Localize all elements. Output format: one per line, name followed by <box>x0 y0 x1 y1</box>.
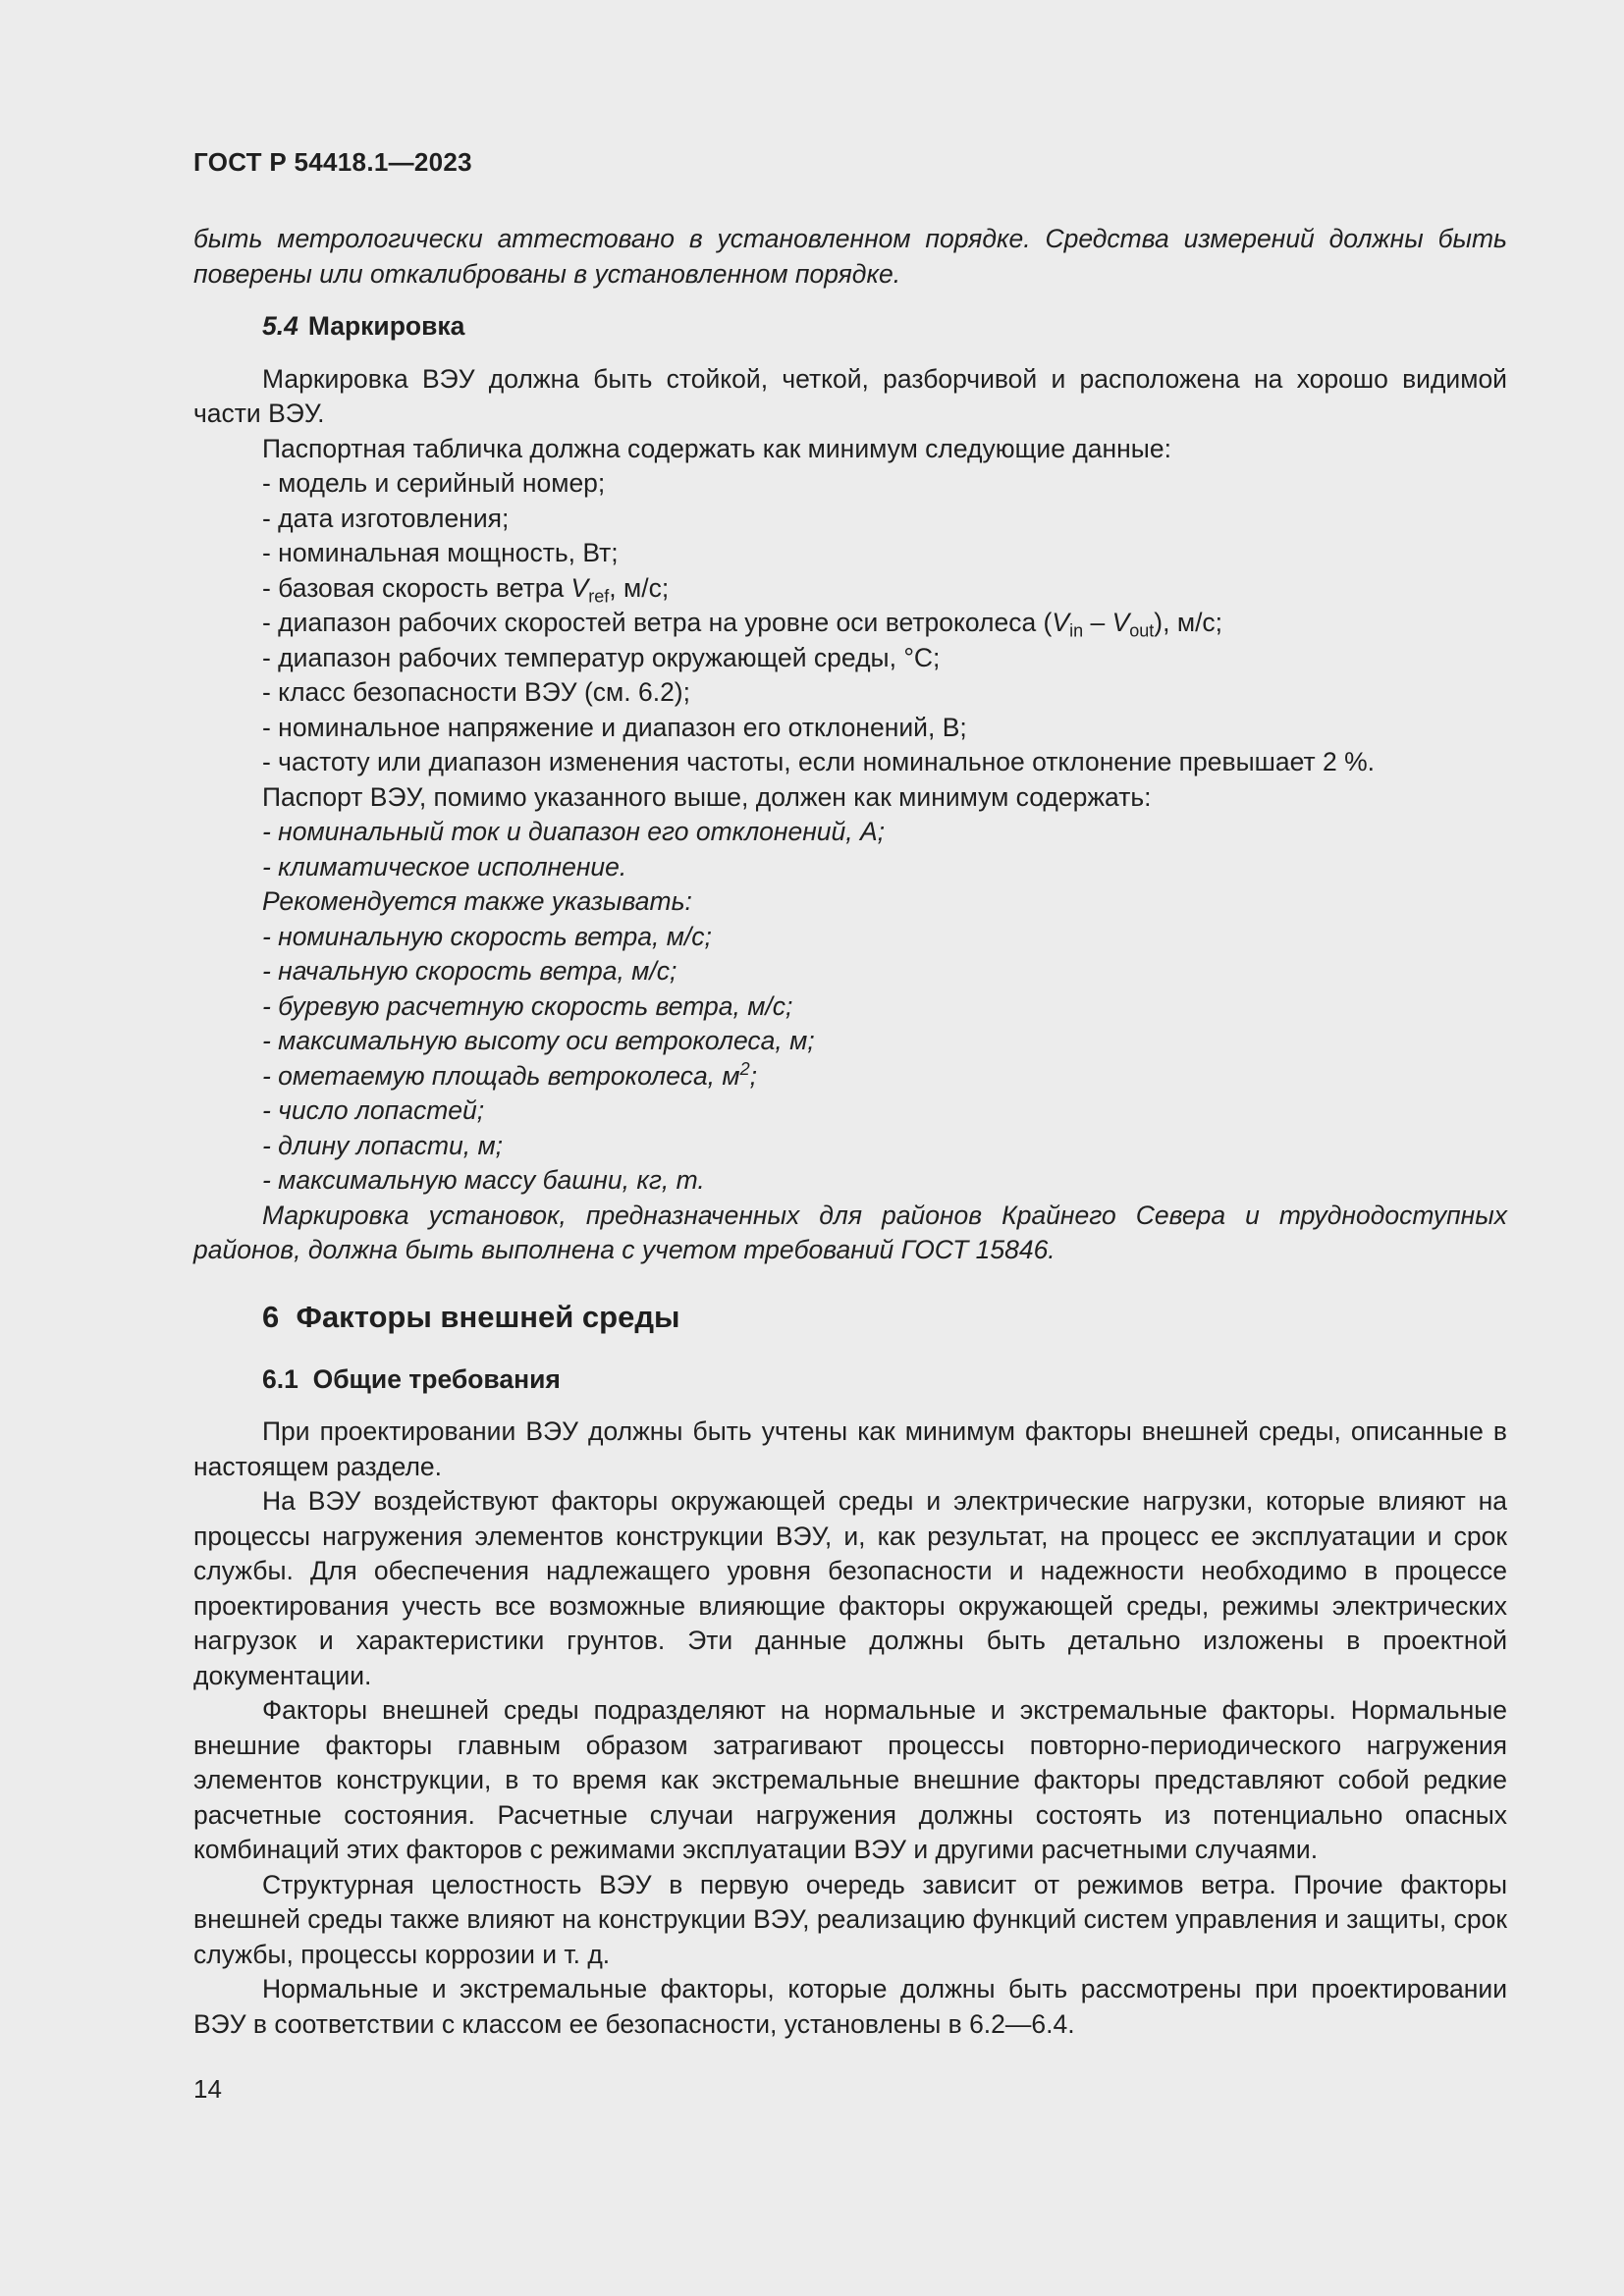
list-item: - номинальная мощность, Вт; <box>262 538 619 567</box>
list-item: - буревую расчетную скорость ветра, м/с; <box>262 990 793 1021</box>
paragraph: Нормальные и экстремальные факторы, которые должны быть рассмотрены при проектировании ВЭУ в соответствии с классом ее безопасности, установлены в 6.2—6.4. <box>193 1974 1507 2039</box>
paragraph: Факторы внешней среды подразделяют на нормальные и экстремальные факторы. Нормальные внешние факторы главным образом затрагивают процессы повторно-периодического нагружения элементов конструкции, в то время как экстремальные внешние факторы представляют собой редкие расчетные состояния. Расчетные случаи нагружения должны состоять из потенциально опасных комбинаций этих факторов с режимами эксплуатации ВЭУ и другими расчетными случаями. <box>193 1695 1507 1864</box>
list-item-vin-vout: - диапазон рабочих скоростей ветра на уровне оси ветроколеса $(V_{in} - V_{out})$, м/с; <box>262 608 1223 641</box>
nameplate-intro: Паспортная табличка должна содержать как минимум следующие данные: <box>262 433 1171 463</box>
list-item-vref: - базовая скорость ветра $V_{ref}$, м/с; <box>262 572 670 606</box>
far-north-paragraph: Маркировка установок, предназначенных для районов Крайнего Севера и труднодоступных районов, должна быть выполнена с учетом требований ГОСТ 15846. <box>193 1200 1507 1264</box>
section-5-4-number: 5.4 <box>262 311 298 341</box>
section-6-number: 6 <box>262 1299 280 1334</box>
paragraph: Структурная целостность ВЭУ в первую очередь зависит от режимов ветра. Прочие факторы внешней среды также влияют на конструкции ВЭУ, реализацию функций систем управления и защиты, срок службы, процессы коррозии и т. д. <box>193 1869 1507 1969</box>
list-item: - класс безопасности ВЭУ (см. 6.2); <box>262 677 690 707</box>
list-item: - частоту или диапазон изменения частоты, если номинальное отклонение превышает 2 %. <box>262 747 1376 776</box>
recommended-intro: Рекомендуется также указывать: <box>262 886 692 916</box>
section-5-4-heading <box>262 309 1507 345</box>
section-6-1-heading <box>262 1362 1507 1398</box>
list-item: - дата изготовления; <box>262 503 510 533</box>
paragraph: При проектировании ВЭУ должны быть учтены как минимум факторы внешней среды, описанные в настоящем разделе. <box>193 1416 1507 1481</box>
list-item: - номинальный ток и диапазон его отклонений, А; <box>262 817 886 846</box>
list-item-swept-area: - ометаемую площадь ветроколеса, $м^2$; <box>262 1058 757 1091</box>
page-content <box>193 222 1507 2042</box>
section-6-title: Факторы внешней среды <box>296 1299 680 1334</box>
list-item: - максимальную высоту оси ветроколеса, м; <box>262 1026 815 1055</box>
list-item: - максимальную массу башни, кг, т. <box>262 1165 705 1195</box>
section-6-1-title: Общие требования <box>312 1363 561 1394</box>
list-item: - начальную скорость ветра, м/с; <box>262 956 677 986</box>
list-item: - климатическое исполнение. <box>262 851 627 881</box>
intro-paragraph: быть метрологически аттестовано в установленном порядке. Средства измерений должны быть поверены или откалиброваны в установленном порядке. <box>193 224 1507 289</box>
document-code-header: ГОСТ Р 54418.1—2023 <box>193 147 472 177</box>
marking-paragraph: Маркировка ВЭУ должна быть стойкой, четкой, разборчивой и расположена на хорошо видимой части ВЭУ. <box>193 363 1507 428</box>
list-item: - длину лопасти, м; <box>262 1130 504 1160</box>
list-item: - номинальное напряжение и диапазон его отклонений, В; <box>262 712 967 742</box>
section-6-1-number: 6.1 <box>262 1363 298 1394</box>
section-5-4-title: Маркировка <box>307 311 465 341</box>
paragraph: На ВЭУ воздействуют факторы окружающей среды и электрические нагрузки, которые влияют на процессы нагружения элементов конструкции ВЭУ, и, как результат, на процесс ее эксплуатации и срок службы. Для обеспечения надлежащего уровня безопасности и надежности необходимо в процессе проектирования учесть все возможные влияющие факторы окружающей среды, режимы электрических нагрузок и характеристики грунтов. Эти данные должны быть детально изложены в проектной документации. <box>193 1486 1507 1690</box>
page-number: 14 <box>193 2074 222 2104</box>
list-item: - номинальную скорость ветра, м/с; <box>262 921 712 951</box>
section-6-heading <box>262 1298 1507 1337</box>
list-item: - диапазон рабочих температур окружающей среды, °С; <box>262 642 941 672</box>
list-item: - модель и серийный номер; <box>262 468 606 498</box>
list-item: - число лопастей; <box>262 1095 485 1125</box>
passport-intro: Паспорт ВЭУ, помимо указанного выше, должен как минимум содержать: <box>262 781 1152 812</box>
